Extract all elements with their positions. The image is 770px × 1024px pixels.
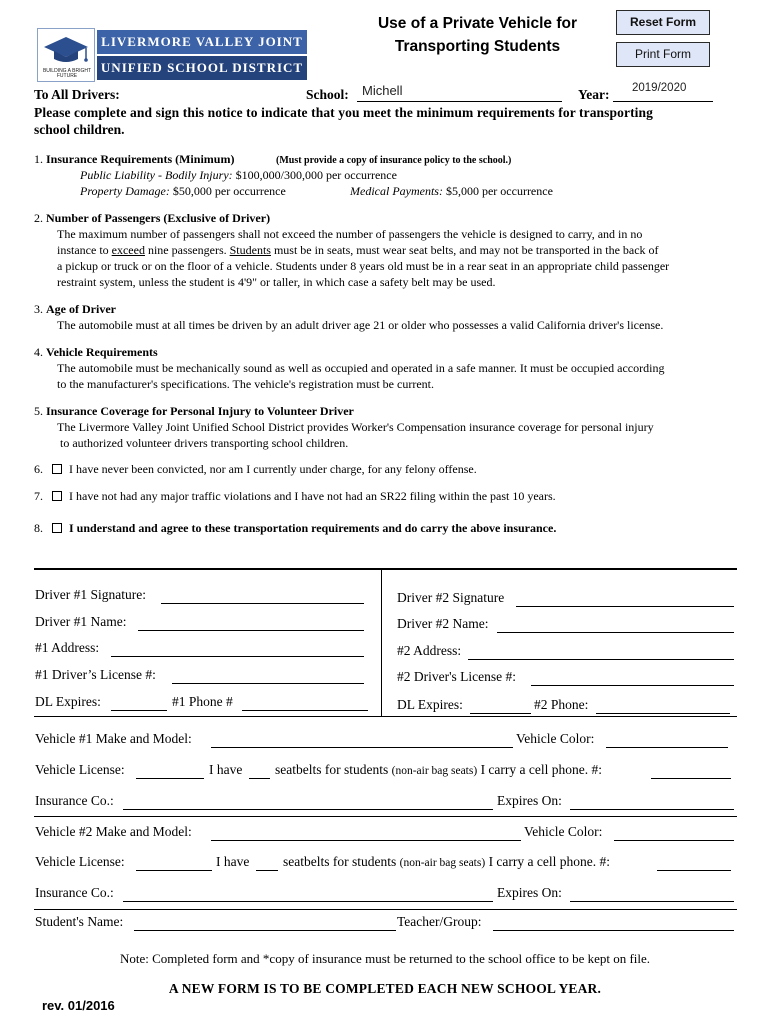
driver1-name-field[interactable] (138, 630, 364, 631)
medical-label: Medical Payments: (350, 184, 443, 198)
exceed-word: exceed (111, 243, 145, 257)
logo-tagline: BUILDING A BRIGHT FUTURE (42, 68, 92, 79)
section-1-note: (Must provide a copy of insurance policy to the school.) (276, 155, 512, 166)
property-value: $50,000 per occurrence (172, 184, 286, 198)
vehicle1-have-label: I have (209, 762, 243, 777)
revision-label: rev. 01/2016 (42, 998, 115, 1013)
vehicle2-expires-label: Expires On: (497, 885, 562, 900)
vehicle1-seatbelts-text: seatbelts for students (275, 762, 389, 777)
section-4-line2: to the manufacturer's specifications. The vehicle's registration must be current. (57, 377, 434, 391)
item-6-checkbox[interactable] (52, 464, 62, 474)
return-note: Note: Completed form and *copy of insurance must be returned to the school office to be kept on file. (119, 951, 651, 966)
vehicle2-expires-field[interactable] (570, 901, 734, 902)
vehicle2-make-field[interactable] (211, 840, 521, 841)
section-4-heading (34, 345, 158, 360)
vehicle2-insurance-field[interactable] (123, 901, 493, 902)
school-field-underline (357, 101, 562, 102)
section-2-line2-post: must be in seats, must wear seat belts, and may not be transported in the back of (270, 243, 659, 257)
driver2-address-field[interactable] (468, 659, 734, 660)
print-form-button[interactable]: Print Form (616, 42, 710, 67)
section-5-heading (34, 404, 354, 419)
item-6-number: 6. (34, 462, 43, 476)
vehicle1-license-field[interactable] (136, 778, 204, 779)
section-5-line2: to authorized volunteer drivers transporting school children. (60, 436, 349, 450)
section-2-line4: restraint system, unless the student is 4'9" or taller, in which case a safety belt may be used. (57, 275, 496, 289)
vehicle2-make-label: Vehicle #2 Make and Model: (35, 824, 192, 839)
vehicle2-license-field[interactable] (136, 870, 212, 871)
vehicle2-have-label: I have (216, 854, 250, 869)
vehicle1-make-field[interactable] (211, 747, 513, 748)
section-1-title: Insurance Requirements (Minimum) (46, 152, 235, 166)
student-name-field[interactable] (134, 930, 396, 931)
vehicle1-license-label: Vehicle License: (35, 762, 125, 777)
liability-value: $100,000/300,000 per occurrence (235, 168, 397, 182)
vehicle2-seatbelts-text: seatbelts for students (283, 854, 397, 869)
section-2-line2-mid: nine passengers. (144, 243, 230, 257)
item-6 (34, 462, 477, 477)
liability-label: Public Liability - Bodily Injury: (80, 168, 233, 182)
district-name-line2: UNIFIED SCHOOL DISTRICT (97, 56, 307, 80)
vehicle2-color-label: Vehicle Color: (524, 824, 603, 839)
driver-block-bottom-border (34, 716, 737, 717)
vehicle2-seatbelt-count-field[interactable] (256, 870, 278, 871)
vehicle1-insurance-field[interactable] (123, 809, 493, 810)
section-2-line1: The maximum number of passengers shall not exceed the number of passengers the vehicle is designed to carry, and in no (57, 227, 643, 241)
liability-row (80, 168, 397, 183)
item-8-checkbox[interactable] (52, 523, 62, 533)
instruction-line2: school children. (34, 122, 125, 137)
item-7-number: 7. (34, 489, 43, 503)
driver2-dl-expires-field[interactable] (470, 713, 531, 714)
form-title-line1: Use of a Private Vehicle for (377, 15, 577, 32)
vehicle1-color-field[interactable] (606, 747, 728, 748)
section-4-number: 4. (34, 345, 43, 359)
driver-block-divider (381, 568, 382, 717)
vehicle1-nonair-text: (non-air bag seats) (391, 765, 478, 777)
student-divider (34, 909, 737, 910)
driver2-signature-label: Driver #2 Signature (397, 590, 505, 605)
new-form-notice: A NEW FORM IS TO BE COMPLETED EACH NEW SCHOOL YEAR. (168, 981, 602, 996)
driver1-dl-expires-field[interactable] (111, 710, 167, 711)
vehicle1-seatbelts-label (275, 762, 602, 779)
item-8 (34, 521, 556, 536)
vehicle1-insurance-label: Insurance Co.: (35, 793, 114, 808)
driver2-signature-field[interactable] (516, 606, 734, 607)
section-2-title: Number of Passengers (Exclusive of Driver) (46, 211, 271, 225)
to-all-drivers: To All Drivers: (34, 87, 120, 102)
student-name-label: Student's Name: (35, 914, 124, 929)
section-3-line1: The automobile must at all times be driven by an adult driver age 21 or older who possesses a valid California driver's license. (57, 318, 664, 332)
medical-value: $5,000 per occurrence (445, 184, 553, 198)
section-3-heading (34, 302, 116, 317)
vehicle2-seatbelts-label (283, 854, 610, 871)
reset-form-button[interactable]: Reset Form (616, 10, 710, 35)
driver1-phone-label: #1 Phone # (172, 694, 233, 709)
item-7-checkbox[interactable] (52, 491, 62, 501)
district-name-line1: LIVERMORE VALLEY JOINT (97, 30, 307, 54)
property-label: Property Damage: (80, 184, 170, 198)
driver1-signature-field[interactable] (161, 603, 364, 604)
driver2-dl-expires-label: DL Expires: (397, 697, 463, 712)
year-field-underline (613, 101, 713, 102)
vehicle1-cell-field[interactable] (651, 778, 731, 779)
item-8-number: 8. (34, 521, 43, 535)
driver-block-top-border (34, 568, 737, 570)
vehicle-divider (34, 816, 737, 817)
driver1-address-field[interactable] (111, 656, 364, 657)
vehicle1-make-label: Vehicle #1 Make and Model: (35, 731, 192, 746)
vehicle2-cell-field[interactable] (657, 870, 731, 871)
section-2-line3: a pickup or truck or on the floor of a vehicle. Students under 8 years old must be in a rear seat in an appropriate child passenger (57, 259, 670, 273)
driver1-name-label: Driver #1 Name: (35, 614, 127, 629)
section-4-title: Vehicle Requirements (46, 345, 158, 359)
vehicle1-color-label: Vehicle Color: (516, 731, 595, 746)
section-2-line2 (57, 243, 659, 258)
teacher-group-field[interactable] (493, 930, 734, 931)
school-label: School: (306, 87, 349, 102)
driver2-phone-label: #2 Phone: (534, 697, 589, 712)
item-7-text: I have not had any major traffic violations and I have not had an SR22 filing within the past 10 years. (69, 489, 556, 503)
vehicle2-insurance-label: Insurance Co.: (35, 885, 114, 900)
item-8-text: I understand and agree to these transportation requirements and do carry the above insurance. (69, 521, 557, 535)
form-title-line2: Transporting Students (394, 38, 561, 55)
students-word: Students (229, 243, 271, 257)
district-logo (37, 28, 307, 82)
driver1-address-label: #1 Address: (35, 640, 100, 655)
section-3-number: 3. (34, 302, 43, 316)
medical-row (350, 184, 553, 199)
teacher-group-label: Teacher/Group: (397, 914, 482, 929)
vehicle2-license-label: Vehicle License: (35, 854, 125, 869)
vehicle1-expires-field[interactable] (570, 809, 734, 810)
vehicle1-seatbelt-count-field[interactable] (249, 778, 270, 779)
driver1-phone-field[interactable] (242, 710, 368, 711)
instruction-line1: Please complete and sign this notice to indicate that you meet the minimum requirements for transporting (34, 105, 653, 120)
property-row (80, 184, 286, 199)
item-7 (34, 489, 556, 504)
year-label: Year: (578, 87, 610, 102)
year-field[interactable]: 2019/2020 (632, 82, 687, 94)
section-2-number: 2. (34, 211, 43, 225)
vehicle2-color-field[interactable] (614, 840, 734, 841)
section-1-heading (34, 152, 234, 167)
section-4-line1: The automobile must be mechanically sound as well as occupied and operated in a safe manner. It must be occupied according (57, 361, 665, 375)
driver2-license-field[interactable] (531, 685, 734, 686)
vehicle1-expires-label: Expires On: (497, 793, 562, 808)
item-6-text: I have never been convicted, nor am I currently under charge, for any felony offense. (69, 462, 477, 476)
driver1-signature-label: Driver #1 Signature: (35, 587, 146, 602)
section-5-title: Insurance Coverage for Personal Injury to Volunteer Driver (46, 404, 354, 418)
driver2-name-label: Driver #2 Name: (397, 616, 489, 631)
driver2-license-label: #2 Driver's License #: (397, 669, 517, 684)
graduation-cap-icon (38, 29, 94, 69)
school-field[interactable]: Michell (362, 83, 403, 98)
vehicle2-nonair-text: (non-air bag seats) (399, 857, 486, 869)
section-5-line1: The Livermore Valley Joint Unified School District provides Worker's Compensation insurance coverage for personal injury (57, 420, 654, 434)
section-5-number: 5. (34, 404, 43, 418)
driver2-name-field[interactable] (497, 632, 734, 633)
driver1-dl-expires-label: DL Expires: (35, 694, 101, 709)
section-1-number: 1. (34, 152, 43, 166)
section-2-line2-pre: instance to (57, 243, 112, 257)
vehicle2-cell-text: I carry a cell phone. #: (488, 854, 611, 869)
driver1-license-label: #1 Driver’s License #: (35, 667, 156, 682)
form-title (355, 12, 600, 58)
driver2-address-label: #2 Address: (397, 643, 462, 658)
driver2-phone-field[interactable] (596, 713, 730, 714)
driver1-license-field[interactable] (172, 683, 364, 684)
graduation-cap-emblem (37, 28, 95, 82)
vehicle1-cell-text: I carry a cell phone. #: (480, 762, 603, 777)
section-2-heading (34, 211, 270, 226)
section-3-title: Age of Driver (46, 302, 116, 316)
